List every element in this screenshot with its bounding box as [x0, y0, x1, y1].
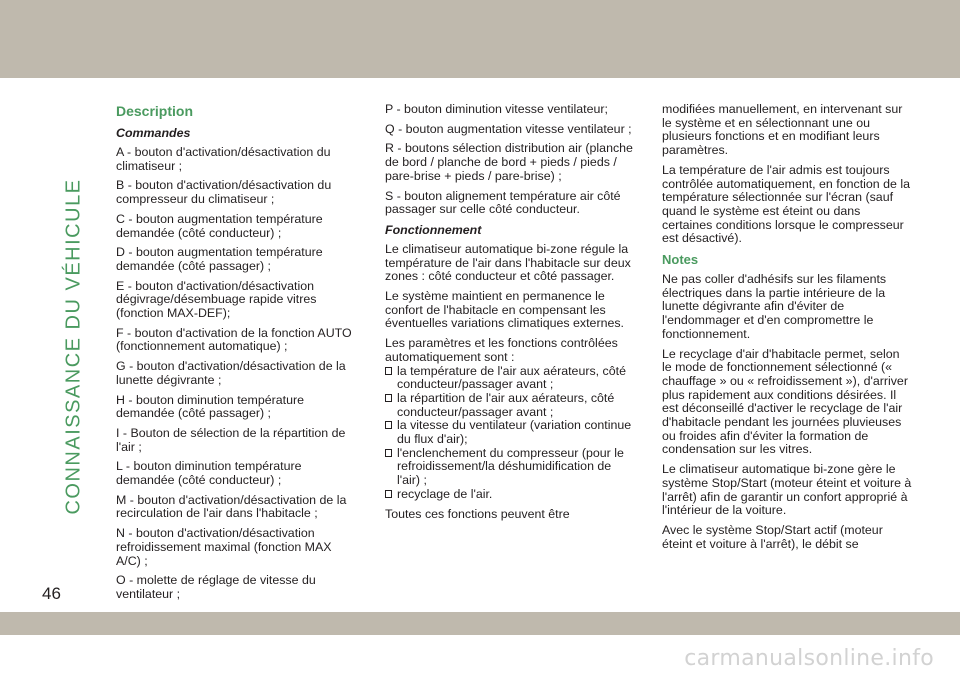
control-item-r: R - boutons sélection distribution air (planche de bord / planche de bord + pieds / pieds / pare-brise + pieds / pare-brise) ;	[385, 141, 633, 183]
column-3	[662, 103, 912, 557]
control-item-a: A - bouton d'activation/désactivation du climatiseur ;	[116, 145, 331, 173]
note-paragraph: Ne pas coller d'adhésifs sur les filaments électriques dans la partie intérieure de la lunette dégivrante afin d'éviter de l'endommager et d'en compromettre le fonctionnement.	[662, 272, 887, 341]
header-band	[0, 0, 960, 78]
list-item	[385, 447, 635, 488]
note-paragraph: Le climatiseur automatique bi-zone gère le système Stop/Start (moteur éteint et voiture à l'arrêt) afin de garantir un confort approprié à l'intérieur de la voiture.	[662, 462, 912, 518]
control-item-b: B - bouton d'activation/désactivation du compresseur du climatiseur ;	[116, 178, 332, 207]
subheading-commandes: Commandes	[116, 126, 191, 140]
side-title-text: CONNAISSANCE DU VÉHICULE	[62, 177, 85, 515]
checkbox-bullet-icon	[385, 490, 392, 498]
control-item-q: Q - bouton augmentation vitesse ventilateur ;	[385, 121, 632, 136]
column-1	[116, 103, 356, 608]
list-item-text: la température de l'air aux aérateurs, côté conducteur/passager avant ;	[397, 363, 626, 392]
control-item-n: N - bouton d'activation/désactivation refroidissement maximal (fonction MAX A/C) ;	[116, 526, 332, 568]
checkbox-bullet-icon	[385, 394, 392, 402]
paragraph: La température de l'air admis est toujours contrôlée automatiquement, en fonction de la température sélectionnée sur l'écran (sauf quand le système est éteint ou dans certaines conditions lorsque le compresseur est désactivé).	[662, 162, 910, 246]
control-item-i: I - Bouton de sélection de la répartition de l'air ;	[116, 425, 346, 454]
note-paragraph: Le recyclage d'air d'habitacle permet, selon le mode de fonctionnement sélectionné (« chauffage » ou « refroidissement »), d'arriver plus rapidement aux conditions désirées. Il est déconseillé d'activer le recyclage de l'air d'habitacle pendant les journées pluvieuses ou froides afin d'éviter la formation de condensation sur les vitres.	[662, 346, 908, 457]
page-number: 46	[42, 584, 61, 603]
control-item-o: O - molette de réglage de vitesse du ventilateur ;	[116, 573, 316, 601]
note-paragraph: Avec le système Stop/Start actif (moteur éteint et voiture à l'arrêt), le débit se	[662, 522, 883, 551]
list-item-text: l'enclenchement du compresseur (pour le refroidissement/la déshumidification de l'air) ;	[397, 445, 624, 488]
list-item	[385, 392, 635, 419]
side-section-title	[54, 96, 94, 596]
control-item-s: S - bouton alignement température air côté passager sur celle côté conducteur.	[385, 188, 621, 217]
control-item-l: L - bouton diminution température demandée (côté conducteur) ;	[116, 459, 302, 488]
paragraph: modifiées manuellement, en intervenant sur le système et en sélectionnant une ou plusieurs fonctions et en modifiant leurs paramètres.	[662, 102, 903, 158]
control-item-p: P - bouton diminution vitesse ventilateur;	[385, 102, 608, 116]
subheading-fonctionnement: Fonctionnement	[385, 222, 482, 237]
control-item-c: C - bouton augmentation température demandée (côté conducteur) ;	[116, 211, 323, 240]
list-item-text: recyclage de l'air.	[397, 486, 493, 501]
checkbox-bullet-icon	[385, 367, 392, 375]
control-item-d: D - bouton augmentation température demandée (côté passager) ;	[116, 245, 323, 273]
checkbox-bullet-icon	[385, 449, 392, 457]
paragraph: Les paramètres et les fonctions contrôlées automatiquement sont :	[385, 336, 618, 364]
notes-heading: Notes	[662, 252, 699, 268]
function-list	[385, 365, 635, 502]
watermark: carmanualsonline.info	[684, 646, 934, 671]
section-heading: Description	[116, 103, 194, 119]
paragraph: Le climatiseur automatique bi-zone régule la température de l'air dans l'habitacle sur deux zones : côté conducteur et côté passager.	[385, 241, 631, 284]
paragraph: Le système maintient en permanence le confort de l'habitacle en compensant les éventuelles variations climatiques externes.	[385, 289, 624, 331]
list-item-text: la répartition de l'air aux aérateurs, côté conducteur/passager avant ;	[397, 390, 615, 419]
list-item-text: la vitesse du ventilateur (variation continue du flux d'air);	[397, 418, 632, 447]
list-item	[385, 419, 635, 446]
control-item-e: E - bouton d'activation/désactivation dégivrage/désembuage rapide vitres (fonction MAX-DEF);	[116, 278, 317, 321]
control-item-m: M - bouton d'activation/désactivation de la recirculation de l'air dans l'habitacle ;	[116, 492, 347, 521]
list-item	[385, 365, 635, 392]
control-item-f: F - bouton d'activation de la fonction AUTO (fonctionnement automatique) ;	[116, 325, 352, 354]
control-item-h: H - bouton diminution température demandée (côté passager) ;	[116, 392, 305, 421]
column-2	[385, 103, 635, 527]
paragraph: Toutes ces fonctions peuvent être	[385, 506, 570, 521]
checkbox-bullet-icon	[385, 421, 392, 429]
footer-band	[0, 612, 960, 635]
list-item	[385, 488, 635, 502]
control-item-g: G - bouton d'activation/désactivation de la lunette dégivrante ;	[116, 359, 346, 387]
